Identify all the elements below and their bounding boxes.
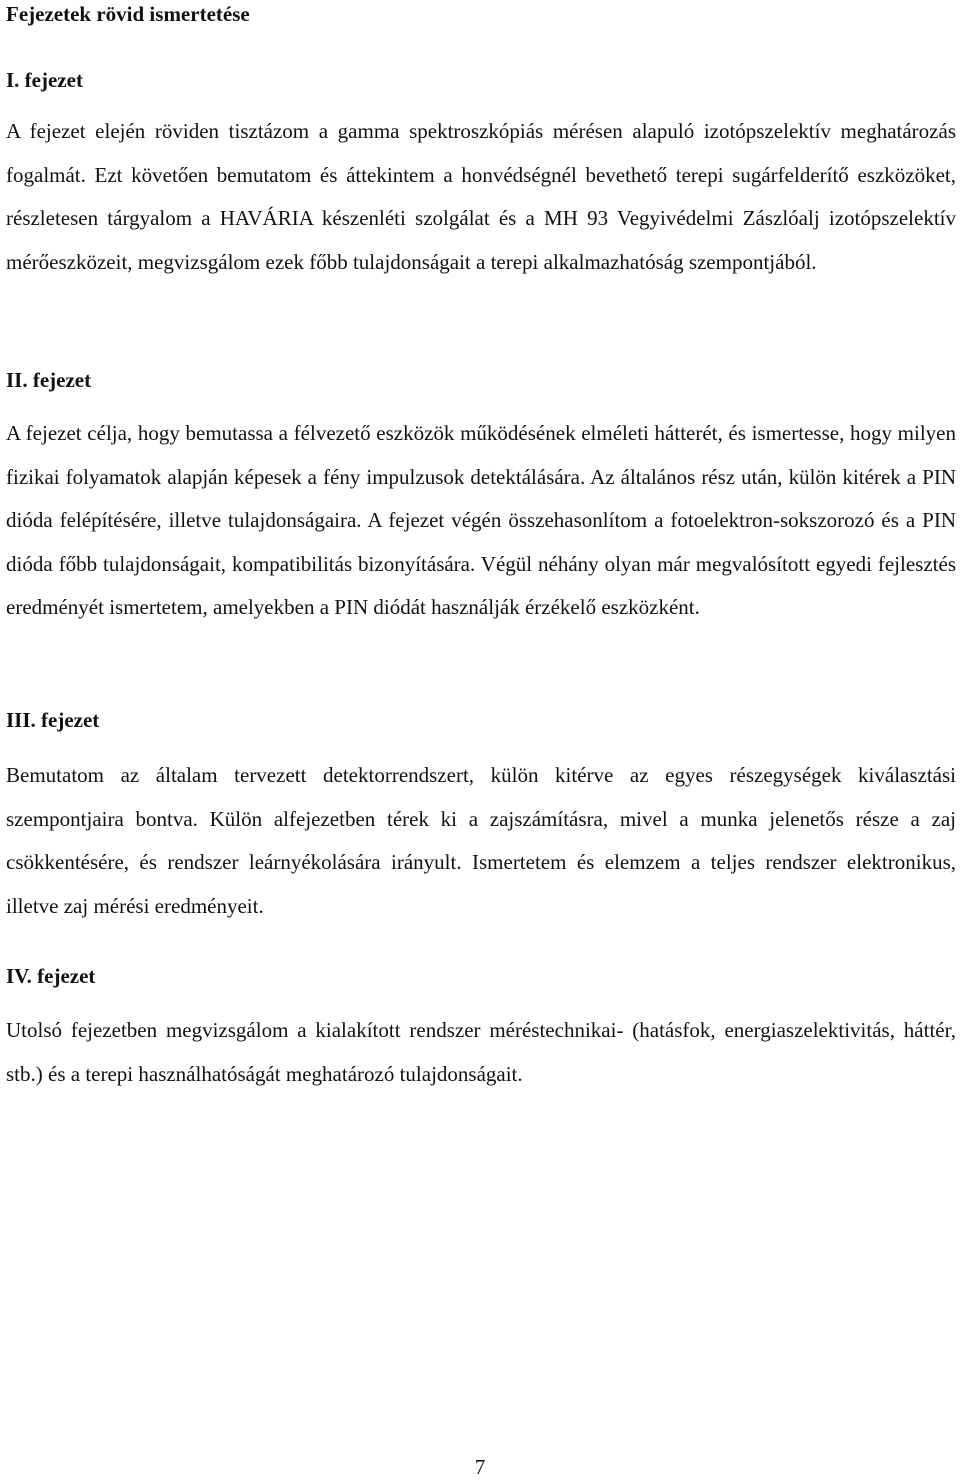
chapter-2-paragraph: A fejezet célja, hogy bemutassa a félvezető eszközök működésének elméleti hátterét, és ismertesse, hogy milyen fizikai folyamatok alapján képesek a fény impulzusok detektálására. Az általános rész után, külön kitérek a PIN dióda felépítésére, illetve tulajdonságaira. A fejezet végén összehasonlítom a fotoelektron-sokszorozó és a PIN dióda főbb tulajdonságait, kompatibilitás bizonyítására. Végül néhány olyan már megvalósított egyedi fejlesztés eredményét ismertetem, amelyekben a PIN diódát használják érzékelő eszközként. — [6, 421, 956, 620]
document-title: Fejezetek rövid ismertetése — [6, 2, 250, 26]
chapter-3-heading: III. fejezet — [6, 708, 100, 732]
chapter-3-paragraph: Bemutatom az általam tervezett detektorrendszert, külön kitérve az egyes részegységek kiválasztási szempontjaira bontva. Külön alfejezetben térek ki a zajszámításra, mivel a munka jelenetős része a zaj csökkentésére, és rendszer leárnyékolására irányult. Ismertetem és elemzem a teljes rendszer elektronikus, illetve zaj mérési eredményeit. — [6, 763, 956, 918]
chapter-4-heading: IV. fejezet — [6, 964, 96, 988]
chapter-1-heading: I. fejezet — [6, 68, 83, 92]
chapter-2-heading: II. fejezet — [6, 368, 92, 392]
chapter-4-paragraph: Utolsó fejezetben megvizsgálom a kialakított rendszer méréstechnikai- (hatásfok, energiaszelektivitás, háttér, stb.) és a terepi használhatóságát meghatározó tulajdonságait. — [6, 1018, 956, 1086]
chapter-1-paragraph: A fejezet elején röviden tisztázom a gamma spektroszkópiás mérésen alapuló izotópszelektív meghatározás fogalmát. Ezt követően bemutatom és áttekintem a honvédségnél bevethető terepi sugárfelderítő eszközöket, részletesen tárgyalom a HAVÁRIA készenléti szolgálat és a MH 93 Vegyivédelmi Zászlóalj izotópszelektív mérőeszközeit, megvizsgálom ezek főbb tulajdonságait a terepi alkalmazhatóság szempontjából. — [6, 119, 956, 274]
page-number: 7 — [474, 1455, 486, 1479]
